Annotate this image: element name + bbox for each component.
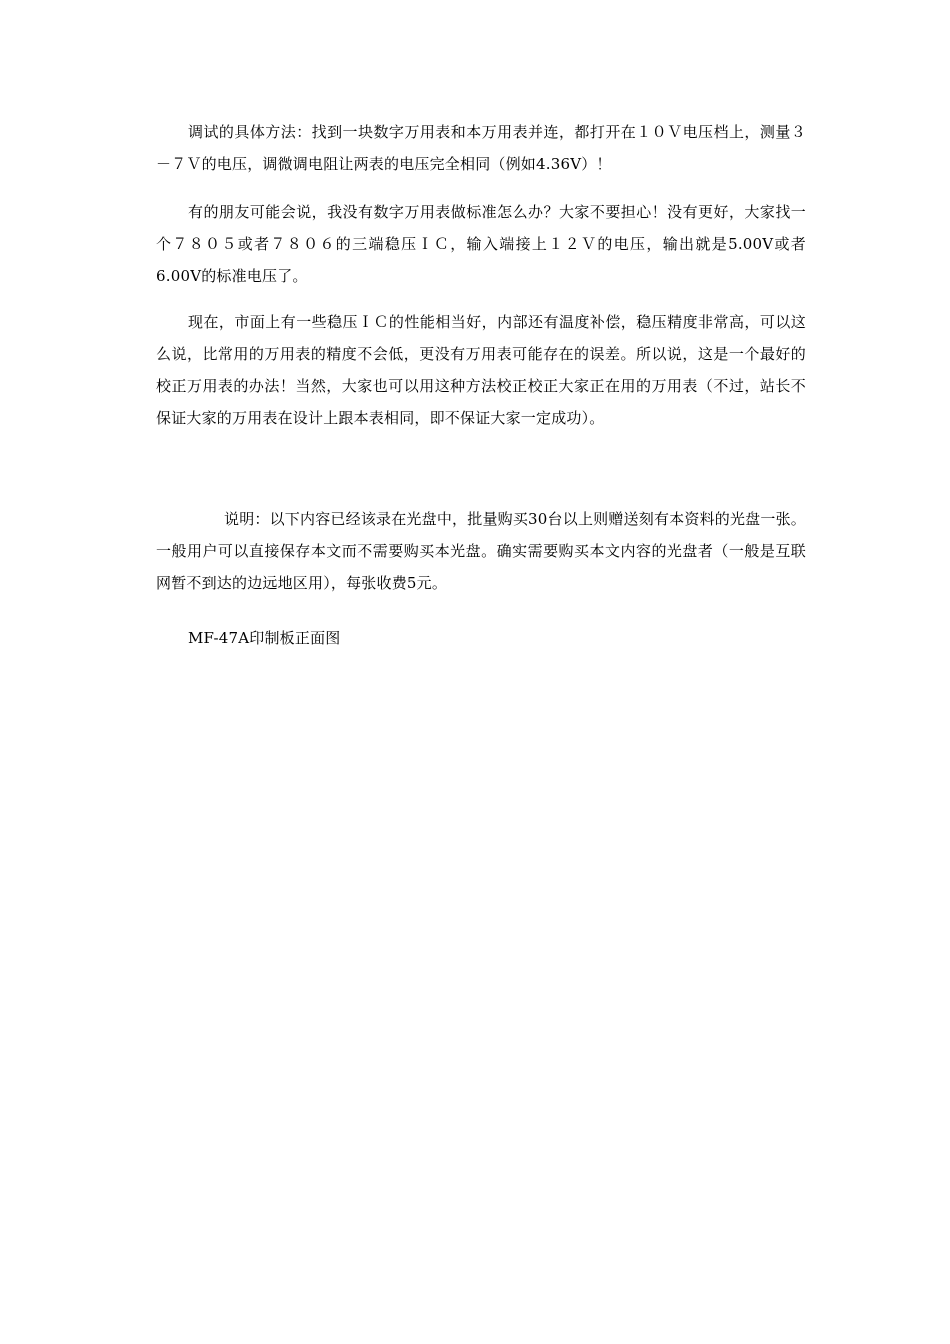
paragraph-calibration-method: 调试的具体方法：找到一块数字万用表和本万用表并连，都打开在１０Ｖ电压档上，测量３－７Ｖ的电压，调微调电阻让两表的电压完全相同（例如4.36V）！ [156,123,806,173]
paragraph-regulator-accuracy: 现在，市面上有一些稳压ＩＣ的性能相当好，内部还有温度补偿，稳压精度非常高，可以这么说，比常用的万用表的精度不会低，更没有万用表可能存在的误差。所以说，这是一个最好的校正万用表的办法！当然，大家也可以用这种方法校正校正大家正在用的万用表（不过，站长不保证大家的万用表在设计上跟本表相同，即不保证大家一定成功）。 [156,313,806,427]
paragraph-regulator-reference: 有的朋友可能会说，我没有数字万用表做标准怎么办？大家不要担心！没有更好，大家找一个７８０５或者７８０６的三端稳压ＩＣ，输入端接上１２Ｖ的电压，输出就是5.00V或者6.00V的标准电压了。 [156,203,806,285]
paragraph-cd-note: 说明：以下内容已经该录在光盘中，批量购买30台以上则赠送刻有本资料的光盘一张。一般用户可以直接保存本文而不需要购买本光盘。确实需要购买本文内容的光盘者（一般是互联网暂不到达的边远地区用），每张收费5元。 [156,510,806,592]
figure-caption: MF-47A印制板正面图 [188,629,341,647]
